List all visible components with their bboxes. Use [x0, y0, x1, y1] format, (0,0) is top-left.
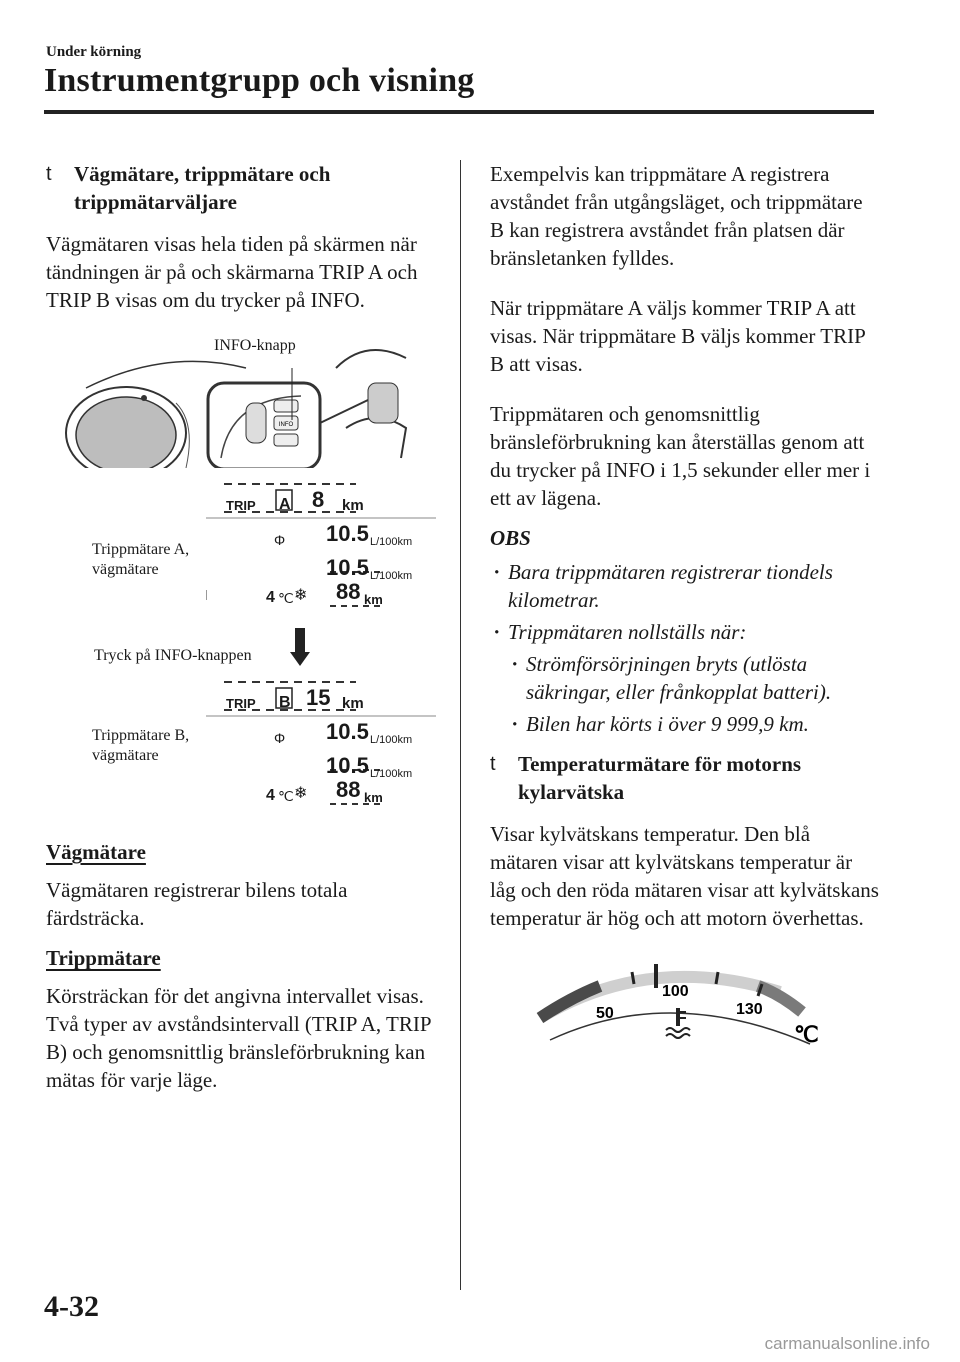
obs-bullet-2: · Trippmätaren nollställs när:: [490, 618, 880, 646]
trip-unit: km: [342, 497, 364, 514]
odometer-text: Vägmätaren registrerar bilens totala färdsträcka.: [46, 878, 348, 930]
fuel-icon: Φ: [274, 532, 286, 548]
coolant-gauge-drawing: [490, 944, 880, 1054]
outside-temp: 4: [266, 787, 275, 804]
watermark: carmanualsonline.info: [764, 1334, 930, 1353]
fuel-icon: Φ: [274, 730, 286, 746]
trip-unit: km: [342, 695, 364, 712]
heading-text: Vägmätare, trippmätare och trippmätarväljare: [74, 162, 331, 214]
trip-value: 15: [306, 685, 331, 710]
trip-value: 8: [312, 487, 325, 512]
section-label: Under körning: [46, 44, 142, 60]
trip-word: TRIP: [226, 696, 256, 711]
odometer-value: 88: [336, 777, 361, 802]
trip-title: Trippmätare: [46, 946, 161, 970]
left-column: [46, 160, 446, 1106]
wheel-info-text: INFO: [278, 422, 294, 428]
paragraph-2: När trippmätare A väljs kommer TRIP A att visas. När trippmätare B väljs kommer TRIP B att visas.: [490, 296, 866, 376]
display-trip-a: [206, 480, 436, 618]
trip-word: TRIP: [226, 498, 256, 513]
trip-b-label-text: Trippmätare B, vägmätare: [92, 727, 190, 764]
consumption-1: 10.5: [326, 521, 369, 546]
consumption-1: 10.5: [326, 719, 369, 744]
odometer-value: 88: [336, 579, 361, 604]
gauge-unit: ℃: [794, 1022, 819, 1047]
obs-bullet-2a: · Strömförsörjningen bryts (utlösta säkringar, eller frånkopplat batteri).: [508, 650, 880, 706]
heading-marker: t: [490, 753, 496, 775]
gauge-label-130: 130: [736, 1001, 763, 1018]
temp-heading-text: Temperaturmätare för motorns kylarvätska: [518, 752, 802, 804]
outside-temp: 4: [266, 589, 275, 606]
display-trip-b: [206, 678, 436, 816]
trip-letter: B: [279, 694, 291, 711]
page-title: Instrumentgrupp och visning: [44, 62, 475, 99]
snowflake-icon: ❄: [294, 785, 308, 802]
trip-b-label: [92, 726, 189, 766]
consumption-2: 10.5: [326, 555, 369, 580]
temp-text: Visar kylvätskans temperatur. Den blå mätaren visar att kylvätskans temperatur är låg och den röda mätaren visar att kylvätskans temperatur är hög och att motorn överhettas.: [490, 822, 879, 930]
odometer-unit: km: [364, 790, 383, 805]
trip-a-label: [92, 540, 189, 580]
temp-unit: ℃: [278, 590, 294, 606]
coolant-gauge: [490, 944, 880, 1054]
obs-bullet-1: · Bara trippmätaren registrerar tiondels kilometrar.: [490, 558, 880, 614]
column-divider: [460, 160, 461, 1290]
obs-bullet-2b: · Bilen har körts i över 9 999,9 km.: [508, 710, 880, 738]
paragraph-3: Trippmätaren och genomsnittlig bränsleförbrukning kan återställas genom att du trycker på INFO i 1,5 sekunder eller mer i ett av lägena.: [490, 402, 871, 510]
down-arrow-icon: [290, 628, 310, 668]
odometer-title: Vägmätare: [46, 840, 146, 864]
trip-display-figure: [46, 328, 446, 838]
gauge-label-100: 100: [662, 983, 689, 1000]
page-number: 4-32: [44, 1290, 99, 1323]
title-rule: [44, 110, 874, 114]
obs-title: OBS: [490, 526, 531, 550]
info-button-label: INFO-knapp: [214, 337, 296, 354]
consumption-unit-2: L/100km: [370, 768, 413, 780]
consumption-unit-2: L/100km: [370, 570, 413, 582]
temp-section-heading: [490, 750, 880, 806]
trip-letter: A: [279, 496, 291, 513]
intro-paragraph: Vägmätaren visas hela tiden på skärmen när tändningen är på och skärmarna TRIP A och TRIP B visas om du trycker på INFO.: [46, 232, 418, 312]
consumption-unit-1: L/100km: [370, 734, 413, 746]
trip-text: Körsträckan för det angivna intervallet visas. Två typer av avståndsintervall (TRIP A, TRIP B) och genomsnittlig bränsleförbrukning kan mätas för varje läge.: [46, 984, 431, 1092]
odometer-unit: km: [364, 592, 383, 607]
temp-unit: ℃: [278, 788, 294, 804]
right-column: [490, 160, 880, 1054]
snowflake-icon: ❄: [294, 587, 308, 604]
odometer-section-heading: [46, 160, 446, 216]
consumption-unit-1: L/100km: [370, 536, 413, 548]
press-label: Tryck på INFO-knappen: [94, 647, 252, 664]
consumption-2: 10.5: [326, 753, 369, 778]
gauge-label-50: 50: [596, 1005, 614, 1022]
paragraph-1: Exempelvis kan trippmätare A registrera avståndet från utgångsläget, och trippmätare B kan registrera avståndet från platsen där bränsletanken fylldes.: [490, 162, 863, 270]
trip-a-label-text: Trippmätare A, vägmätare: [92, 541, 190, 578]
heading-marker: t: [46, 163, 52, 185]
